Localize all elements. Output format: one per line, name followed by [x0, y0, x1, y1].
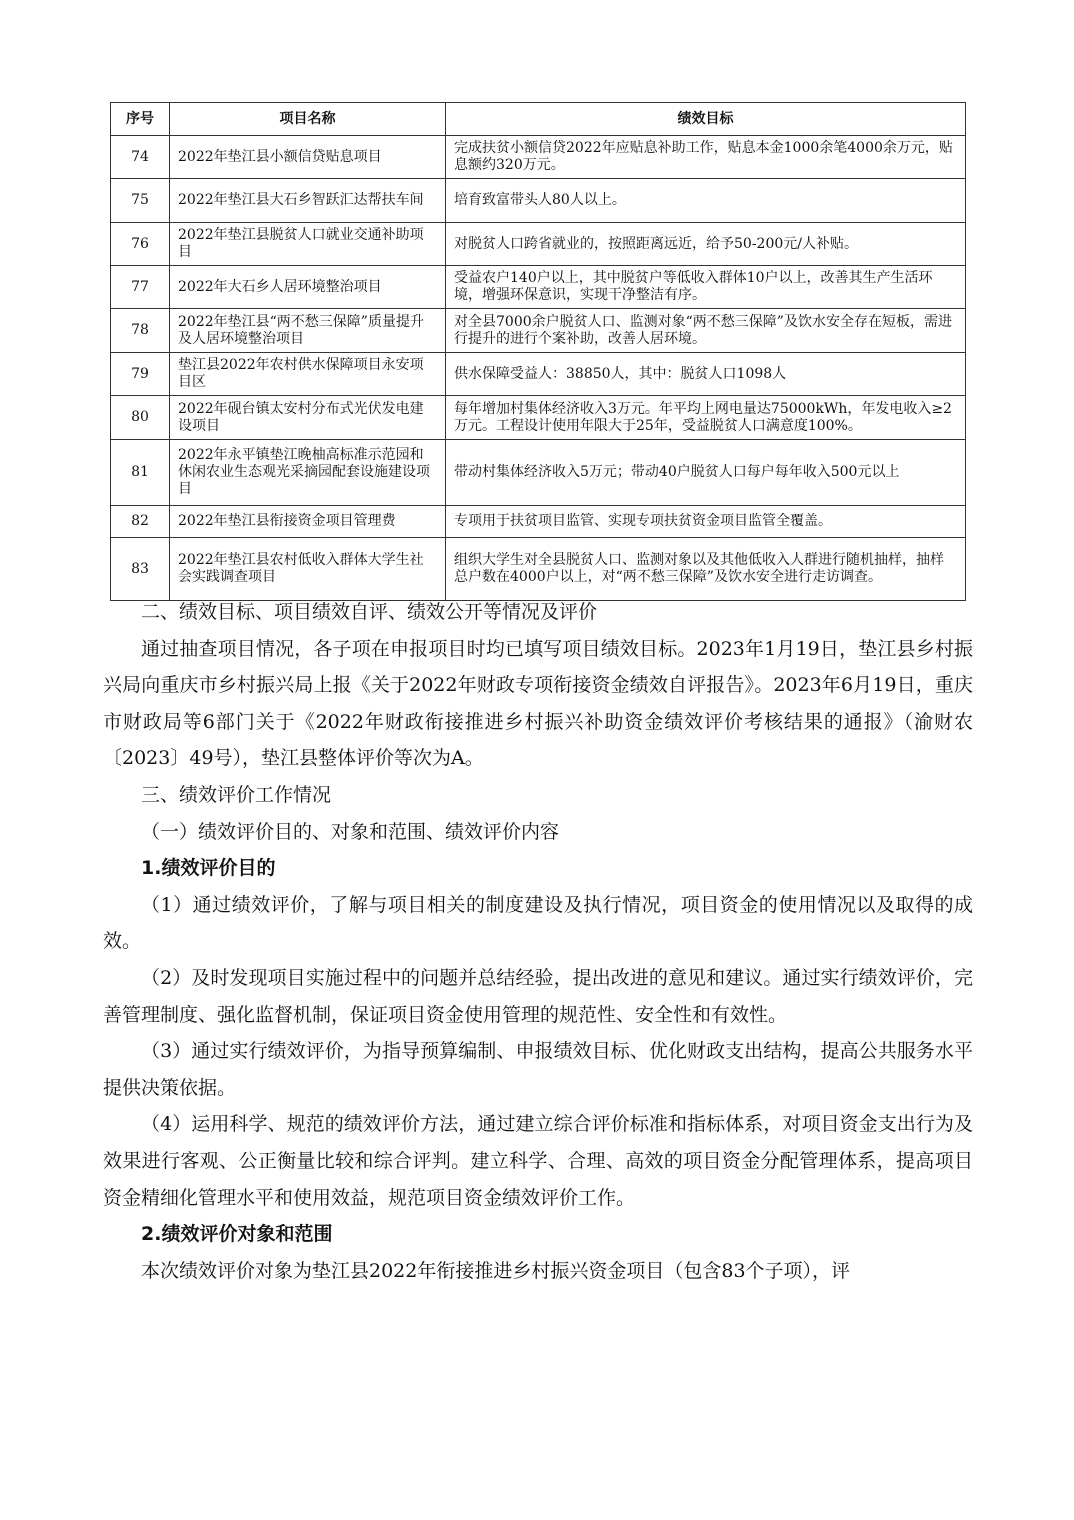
table-row — [111, 396, 966, 440]
table-row — [111, 353, 966, 396]
row-name: 2022年垫江县衔接资金项目管理费 — [170, 506, 446, 538]
row-goal: 专项用于扶贫项目监管、实现专项扶贫资金项目监管全覆盖。 — [446, 506, 966, 538]
row-goal: 每年增加村集体经济收入3万元。年平均上网电量达75000kWh，年发电收入≥2万元。工程设计使用年限大于25年，受益脱贫人口满意度100%。 — [446, 396, 966, 440]
row-goal: 培育致富带头人80人以上。 — [446, 179, 966, 223]
table-header-row — [111, 103, 966, 136]
row-no: 82 — [111, 506, 170, 538]
table-row — [111, 440, 966, 506]
table-row — [111, 309, 966, 353]
row-no: 76 — [111, 223, 170, 266]
row-name: 2022年砚台镇太安村分布式光伏发电建设项目 — [170, 396, 446, 440]
row-name: 2022年垫江县“两不愁三保障”质量提升及人居环境整治项目 — [170, 309, 446, 353]
paragraph-purpose-4: （4）运用科学、规范的绩效评价方法，通过建立综合评价标准和指标体系，对项目资金支出行为及效果进行客观、公正衡量比较和综合评判。建立科学、合理、高效的项目资金分配管理体系，提高项目资金精细化管理水平和使用效益，规范项目资金绩效评价工作。 — [103, 1113, 973, 1209]
performance-goals-table — [110, 102, 966, 601]
table-row — [111, 136, 966, 179]
table-row — [111, 506, 966, 538]
row-goal: 完成扶贫小额信贷2022年应贴息补助工作，贴息本金1000余笔4000余万元，贴息额约320万元。 — [446, 136, 966, 179]
paragraph-purpose-1: （1）通过绩效评价，了解与项目相关的制度建设及执行情况，项目资金的使用情况以及取得的成效。 — [103, 893, 973, 953]
paragraph-evaluation: 通过抽查项目情况，各子项在申报项目时均已填写项目绩效目标。2023年1月19日，垫江县乡村振兴局向重庆市乡村振兴局上报《关于2022年财政专项衔接资金绩效自评报告》。2023年6月19日，重庆市财政局等6部门关于《2022年财政衔接推进乡村振兴补助资金绩效评价考核结果的通报》（渝财农〔2023〕49号），垫江县整体评价等次为A。 — [103, 637, 973, 770]
paragraph-scope: 本次绩效评价对象为垫江县2022年衔接推进乡村振兴资金项目（包含83个子项），评 — [141, 1259, 851, 1282]
row-goal: 对脱贫人口跨省就业的，按照距离远近，给予50-200元/人补贴。 — [446, 223, 966, 266]
body-text — [103, 594, 973, 1289]
row-name: 2022年垫江县脱贫人口就业交通补助项目 — [170, 223, 446, 266]
table-row — [111, 179, 966, 223]
row-no: 83 — [111, 538, 170, 601]
row-no: 81 — [111, 440, 170, 506]
row-goal: 供水保障受益人：38850人，其中：脱贫人口1098人 — [446, 353, 966, 396]
row-no: 79 — [111, 353, 170, 396]
table-row — [111, 266, 966, 309]
row-no: 74 — [111, 136, 170, 179]
row-no: 77 — [111, 266, 170, 309]
table-row — [111, 223, 966, 266]
subsection-heading-3-1: （一）绩效评价目的、对象和范围、绩效评价内容 — [141, 820, 560, 843]
row-name: 2022年垫江县小额信贷贴息项目 — [170, 136, 446, 179]
row-name: 2022年垫江县农村低收入群体大学生社会实践调查项目 — [170, 538, 446, 601]
row-goal: 带动村集体经济收入5万元；带动40户脱贫人口每户每年收入500元以上 — [446, 440, 966, 506]
heading-scope: 2.绩效评价对象和范围 — [141, 1223, 333, 1246]
paragraph-purpose-2: （2）及时发现项目实施过程中的问题并总结经验，提出改进的意见和建议。通过实行绩效评价，完善管理制度、强化监督机制，保证项目资金使用管理的规范性、安全性和有效性。 — [103, 966, 973, 1026]
row-no: 78 — [111, 309, 170, 353]
header-goal: 绩效目标 — [446, 103, 966, 136]
heading-purpose: 1.绩效评价目的 — [141, 857, 276, 880]
row-name: 2022年大石乡人居环境整治项目 — [170, 266, 446, 309]
row-no: 80 — [111, 396, 170, 440]
section-heading-2: 二、绩效目标、项目绩效自评、绩效公开等情况及评价 — [141, 601, 598, 623]
header-name: 项目名称 — [170, 103, 446, 136]
row-name: 2022年永平镇垫江晚柚高标准示范园和休闲农业生态观光采摘园配套设施建设项目 — [170, 440, 446, 506]
section-heading-3: 三、绩效评价工作情况 — [141, 783, 332, 806]
row-name: 2022年垫江县大石乡智跃汇达帮扶车间 — [170, 179, 446, 223]
row-goal: 对全县7000余户脱贫人口、监测对象“两不愁三保障”及饮水安全存在短板，需进行提升的进行个案补助，改善人居环境。 — [446, 309, 966, 353]
row-goal: 组织大学生对全县脱贫人口、监测对象以及其他低收入人群进行随机抽样，抽样总户数在4000户以上，对“两不愁三保障”及饮水安全进行走访调查。 — [446, 538, 966, 601]
row-no: 75 — [111, 179, 170, 223]
row-goal: 受益农户140户以上，其中脱贫户等低收入群体10户以上，改善其生产生活环境，增强环保意识，实现干净整洁有序。 — [446, 266, 966, 309]
table-row — [111, 538, 966, 601]
paragraph-purpose-3: （3）通过实行绩效评价，为指导预算编制、申报绩效目标、优化财政支出结构，提高公共服务水平提供决策依据。 — [103, 1040, 973, 1099]
row-name: 垫江县2022年农村供水保障项目永安项目区 — [170, 353, 446, 396]
header-no: 序号 — [111, 103, 170, 136]
